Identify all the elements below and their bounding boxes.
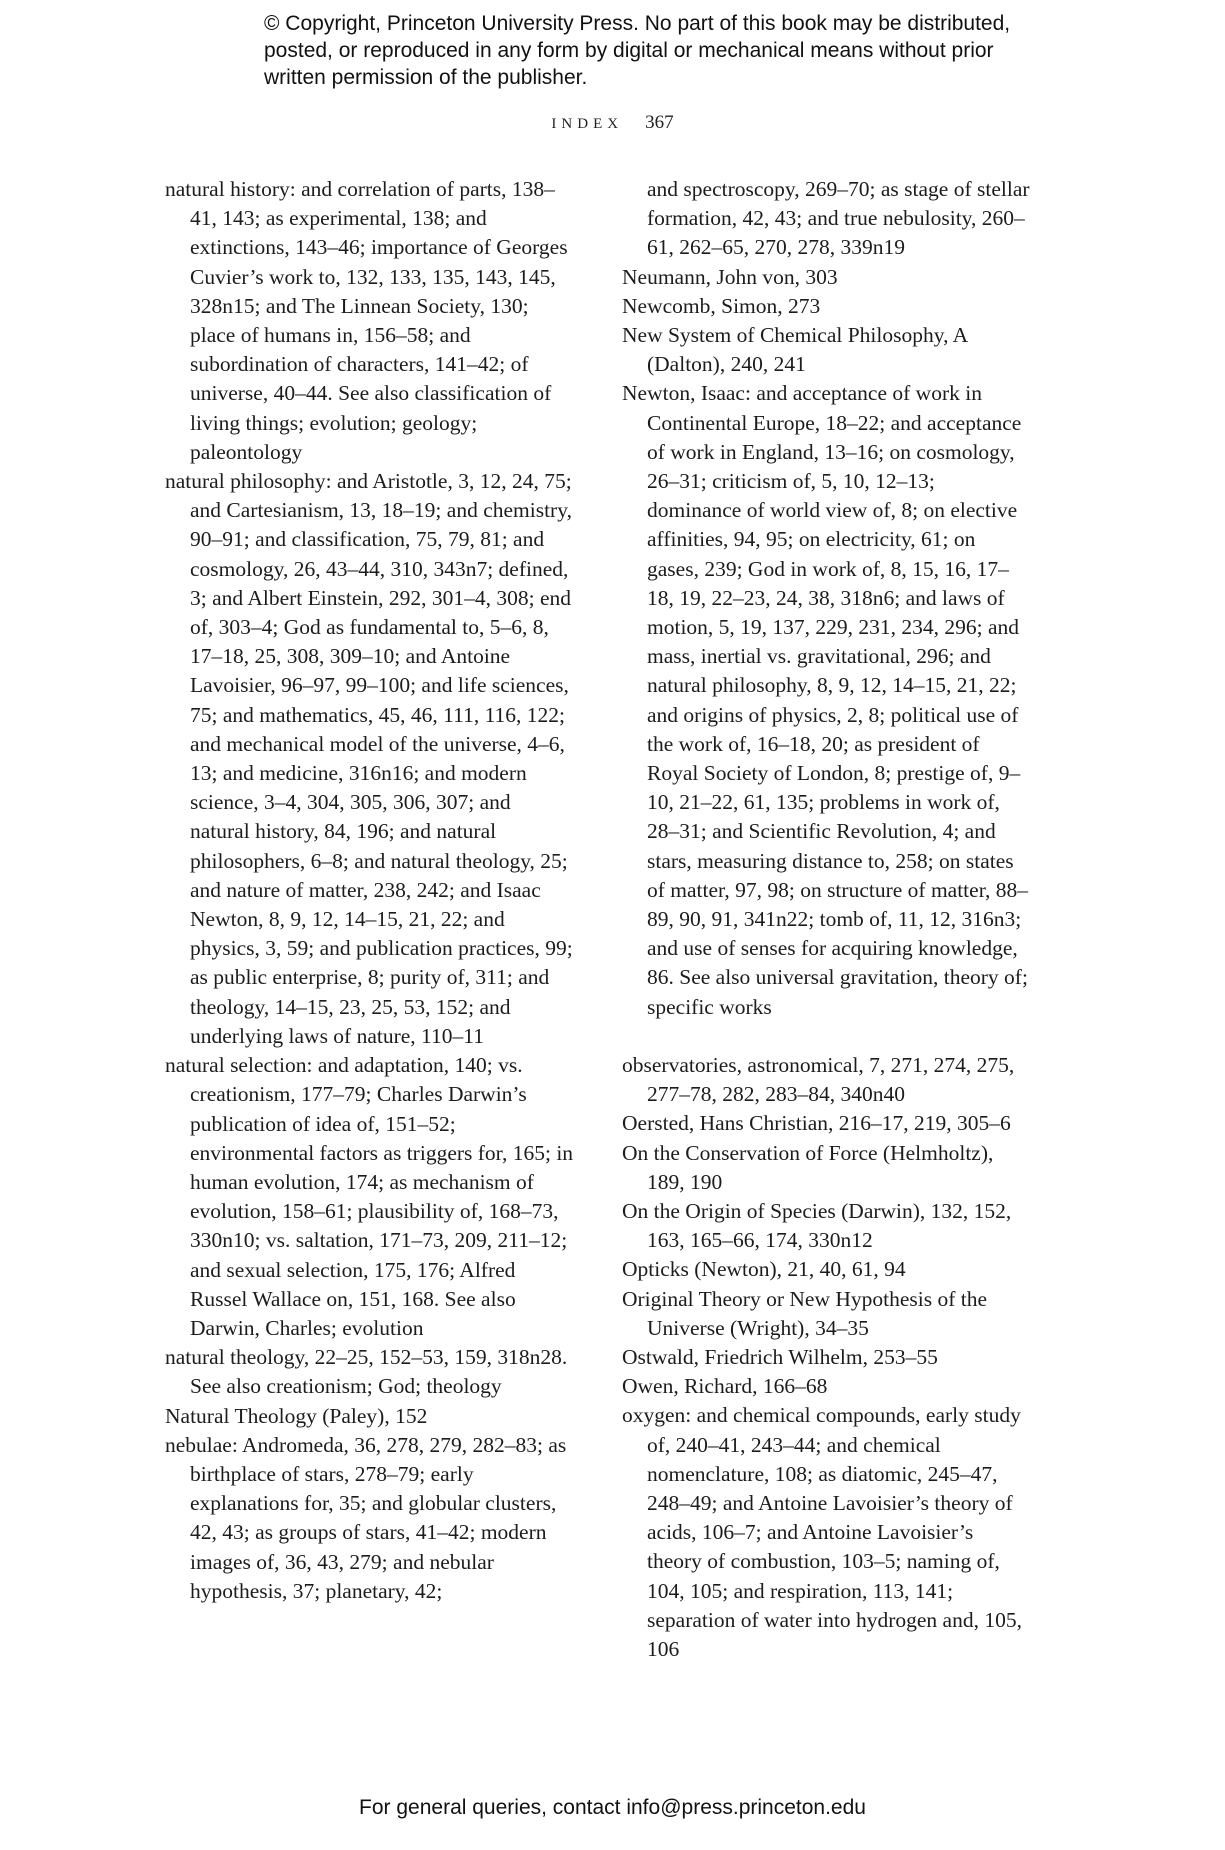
index-entry: natural theology, 22–25, 152–53, 159, 318n28. See also creationism; God; theology (165, 1345, 568, 1399)
index-entry: Natural Theology (Paley), 152 (165, 1403, 428, 1428)
copyright-notice: © Copyright, Princeton University Press. No part of this book may be distributed, posted, or reproduced in any form by digital or mechanical means without prior written permission of the publisher. (264, 12, 1011, 89)
index-entry: natural selection: and adaptation, 140; vs. creationism, 177–79; Charles Darwin’s publication of idea of, 151–52; environmental factors as triggers for, 165; in human evolution, 174; as mechanism of evolution, 158–61; plausibility of, 168–73, 330n10; vs. saltation, 171–73, 209, 211–12; and sexual selection, 175, 176; Alfred Russel Wallace on, 151, 168. See also Darwin, Charles; evolution (165, 1053, 574, 1340)
running-head-label: INDEX (551, 116, 624, 132)
index-entry: On the Conservation of Force (Helmholtz), 189, 190 (622, 1140, 994, 1194)
page-number: 367 (645, 112, 674, 133)
index-entry: natural history: and correlation of parts, 138–41, 143; as experimental, 138; and extinctions, 143–46; importance of Georges Cuvier’s work to, 132, 133, 135, 143, 145, 328n15; and The Linnean Society, 130; place of humans in, 156–58; and subordination of characters, 141–42; of universe, 40–44. See also classification of living things; evolution; geology; paleontology (165, 177, 568, 464)
index-entry: Neumann, John von, 303 (622, 264, 838, 289)
index-entry: oxygen: and chemical compounds, early study of, 240–41, 243–44; and chemical nomenclature, 108; as diatomic, 245–47, 248–49; and Antoine Lavoisier’s theory of acids, 106–7; and Antoine Lavoisier’s theory of combustion, 103–5; naming of, 104, 105; and respiration, 113, 141; separation of water into hydrogen and, 105, 106 (622, 1403, 1022, 1661)
index-entry: Newton, Isaac: and acceptance of work in Continental Europe, 18–22; and acceptance of work in England, 13–16; on cosmology, 26–31; criticism of, 5, 10, 12–13; dominance of world view of, 8; on elective affinities, 94, 95; on electricity, 61; on gases, 239; God in work of, 8, 15, 16, 17–18, 19, 22–23, 24, 38, 318n6; and laws of motion, 5, 19, 137, 229, 231, 234, 296; and mass, inertial vs. gravitational, 296; and natural philosophy, 8, 9, 12, 14–15, 21, 22; and origins of physics, 2, 8; political use of the work of, 16–18, 20; as president of Royal Society of London, 8; prestige of, 9–10, 21–22, 61, 135; problems in work of, 28–31; and Scientific Revolution, 4; and stars, measuring distance to, 258; on states of matter, 97, 98; on structure of matter, 88–89, 90, 91, 341n22; tomb of, 11, 12, 316n3; and use of senses for acquiring knowledge, 86. See also universal gravitation, theory of; specific works (622, 381, 1028, 1019)
index-entry: nebulae: Andromeda, 36, 278, 279, 282–83; as birthplace of stars, 278–79; early explanations for, 35; and globular clusters, 42, 43; as groups of stars, 41–42; modern images of, 36, 43, 279; and nebular hypothesis, 37; planetary, 42; (165, 1432, 567, 1603)
index-entry: New System of Chemical Philosophy, A (Dalton), 240, 241 (622, 323, 967, 377)
index-entry-continued: and spectroscopy, 269–70; as stage of stellar formation, 42, 43; and true nebulosity, 260–61, 262–65, 270, 278, 339n19 (647, 177, 1030, 260)
index-entry: Original Theory or New Hypothesis of the Universe (Wright), 34–35 (622, 1286, 988, 1340)
index-entry: Oersted, Hans Christian, 216–17, 219, 305–6 (622, 1111, 1011, 1136)
index-entry: On the Origin of Species (Darwin), 132, 152, 163, 165–66, 174, 330n12 (622, 1198, 1012, 1253)
index-entry: natural philosophy: and Aristotle, 3, 12, 24, 75; and Cartesianism, 13, 18–19; and chemistry, 90–91; and classification, 75, 79, 81; and cosmology, 26, 43–44, 310, 343n7; defined, 3; and Albert Einstein, 292, 301–4, 308; end of, 303–4; God as fundamental to, 5–6, 8, 17–18, 25, 308, 309–10; and Antoine Lavoisier, 96–97, 99–100; and life sciences, 75; and mathematics, 45, 46, 111, 116, 122; and mechanical model of the universe, 4–6, 13; and medicine, 316n16; and modern science, 3–4, 304, 305, 306, 307; and natural history, 84, 196; and natural philosophers, 6–8; and natural theology, 25; and nature of matter, 238, 242; and Isaac Newton, 8, 9, 12, 14–15, 21, 22; and physics, 3, 59; and publication practices, 99; as public enterprise, 8; purity of, 311; and theology, 14–15, 23, 25, 53, 152; and underlying laws of nature, 110–11 (165, 469, 573, 1048)
index-column-right (622, 175, 1032, 1664)
index-entry: Opticks (Newton), 21, 40, 61, 94 (622, 1257, 906, 1282)
running-head (0, 112, 1225, 134)
footer-contact: For general queries, contact info@press.princeton.edu (359, 1796, 866, 1819)
index-entry: observatories, astronomical, 7, 271, 274, 275, 277–78, 282, 283–84, 340n40 (622, 1052, 1015, 1107)
index-entry: Newcomb, Simon, 273 (622, 293, 821, 318)
index-entry: Owen, Richard, 166–68 (622, 1374, 828, 1399)
index-entry: Ostwald, Friedrich Wilhelm, 253–55 (622, 1344, 938, 1369)
index-column-left (165, 175, 575, 1606)
